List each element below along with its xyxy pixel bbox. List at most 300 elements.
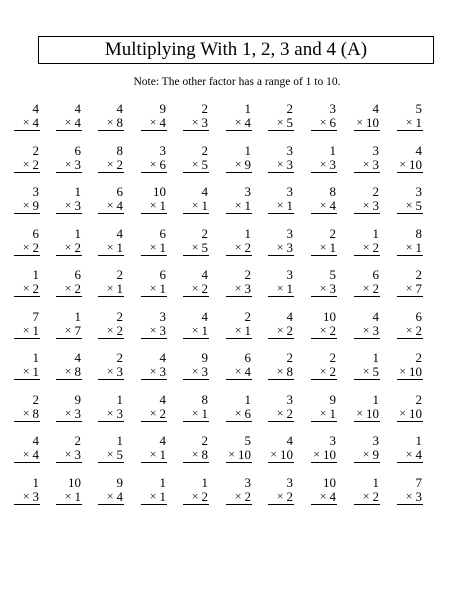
top-factor: 2 — [244, 267, 251, 282]
top-factor: 8 — [116, 142, 123, 158]
times-sign: × — [228, 447, 235, 461]
multiplication-problem — [249, 144, 293, 174]
bottom-factor: 5 — [201, 156, 208, 172]
times-sign: × — [276, 239, 284, 254]
bottom-factor: 1 — [201, 405, 208, 421]
times-sign: × — [64, 281, 72, 295]
multiplication-problem — [0, 227, 39, 257]
bottom-factor: 1 — [329, 405, 336, 421]
bottom-factor: 2 — [372, 281, 379, 296]
bottom-factor: 4 — [244, 364, 251, 379]
bottom-factor: 2 — [74, 239, 81, 255]
multiplication-problem — [207, 185, 251, 215]
answer-line — [268, 462, 294, 463]
times-sign: × — [22, 115, 30, 129]
bottom-factor: 3 — [201, 364, 208, 379]
times-sign: × — [276, 281, 284, 295]
top-factor: 9 — [159, 101, 166, 116]
top-factor: 2 — [116, 267, 123, 282]
top-factor: 2 — [32, 142, 39, 158]
multiplication-problem — [79, 144, 123, 174]
top-factor: 2 — [201, 142, 208, 158]
bottom-factor-row — [107, 240, 123, 254]
answer-line — [311, 421, 337, 422]
top-factor: 1 — [159, 474, 166, 490]
bottom-factor: 3 — [329, 156, 336, 172]
multiplication-problem — [164, 393, 208, 423]
bottom-factor-row — [270, 447, 293, 461]
bottom-factor-row — [192, 364, 208, 378]
bottom-factor: 4 — [116, 198, 123, 213]
bottom-factor-row — [399, 157, 422, 171]
bottom-factor: 1 — [32, 322, 39, 338]
times-sign: × — [106, 281, 114, 295]
times-sign: × — [191, 281, 199, 295]
answer-line — [397, 504, 423, 505]
top-factor: 10 — [323, 474, 336, 490]
multiplication-problem — [79, 476, 123, 506]
bottom-factor: 1 — [74, 488, 81, 504]
answer-line — [397, 379, 423, 380]
multiplication-problem — [335, 476, 379, 506]
bottom-factor: 1 — [116, 281, 123, 296]
multiplication-problem — [292, 434, 336, 464]
times-sign: × — [276, 364, 284, 378]
multiplication-problem — [79, 102, 123, 132]
top-factor: 4 — [159, 433, 166, 448]
top-factor: 2 — [201, 225, 208, 241]
bottom-factor-row — [320, 198, 336, 212]
answer-line — [268, 130, 294, 131]
bottom-factor: 6 — [244, 405, 251, 421]
multiplication-problem — [0, 144, 39, 174]
bottom-factor: 4 — [74, 115, 81, 130]
top-factor: 4 — [159, 391, 166, 407]
top-factor: 9 — [201, 350, 208, 365]
multiplication-problem — [79, 268, 123, 298]
answer-line — [397, 213, 423, 214]
times-sign: × — [399, 156, 406, 171]
top-factor: 9 — [74, 391, 81, 407]
bottom-factor-row — [320, 157, 336, 171]
bottom-factor: 1 — [159, 239, 166, 255]
times-sign: × — [362, 447, 370, 461]
answer-line — [311, 130, 337, 131]
bottom-factor-row — [363, 198, 379, 212]
bottom-factor: 1 — [329, 239, 336, 255]
multiplication-problem — [164, 310, 208, 340]
top-factor: 1 — [244, 225, 251, 241]
bottom-factor: 8 — [32, 405, 39, 421]
times-sign: × — [22, 198, 30, 212]
times-sign: × — [22, 405, 30, 420]
top-factor: 8 — [415, 225, 422, 241]
top-factor: 5 — [415, 101, 422, 116]
bottom-factor: 8 — [201, 447, 208, 462]
bottom-factor: 2 — [32, 239, 39, 255]
bottom-factor: 5 — [372, 364, 379, 379]
answer-line — [98, 296, 124, 297]
times-sign: × — [234, 115, 242, 129]
top-factor: 6 — [372, 267, 379, 282]
times-sign: × — [149, 447, 157, 461]
answer-line — [183, 462, 209, 463]
top-factor: 2 — [201, 101, 208, 116]
times-sign: × — [22, 239, 30, 254]
bottom-factor: 4 — [329, 488, 336, 504]
multiplication-problem — [335, 393, 379, 423]
times-sign: × — [319, 198, 327, 212]
top-factor: 3 — [286, 225, 293, 241]
multiplication-problem — [164, 102, 208, 132]
bottom-factor: 3 — [116, 405, 123, 421]
bottom-factor-row — [406, 447, 422, 461]
answer-line — [354, 255, 380, 256]
answer-line — [397, 130, 423, 131]
multiplication-problem — [378, 102, 422, 132]
bottom-factor: 2 — [116, 322, 123, 338]
top-factor: 2 — [372, 184, 379, 199]
multiplication-problem — [292, 476, 336, 506]
bottom-factor-row — [192, 447, 208, 461]
top-factor: 6 — [74, 142, 81, 158]
top-factor: 6 — [415, 308, 422, 324]
times-sign: × — [319, 156, 327, 171]
times-sign: × — [22, 364, 30, 378]
times-sign: × — [149, 322, 157, 337]
multiplication-problem — [0, 310, 39, 340]
answer-line — [268, 255, 294, 256]
bottom-factor-row — [192, 115, 208, 129]
top-factor: 2 — [286, 350, 293, 365]
bottom-factor: 1 — [286, 198, 293, 213]
multiplication-problem — [122, 310, 166, 340]
bottom-factor: 1 — [159, 447, 166, 462]
bottom-factor-row — [363, 364, 379, 378]
bottom-factor: 3 — [415, 488, 422, 504]
bottom-factor-row — [363, 281, 379, 295]
top-factor: 1 — [244, 391, 251, 407]
top-factor: 2 — [201, 433, 208, 448]
times-sign: × — [64, 239, 72, 254]
times-sign: × — [270, 447, 277, 461]
multiplication-problem — [335, 351, 379, 381]
bottom-factor: 4 — [159, 115, 166, 130]
bottom-factor: 2 — [329, 364, 336, 379]
times-sign: × — [362, 198, 370, 212]
answer-line — [98, 172, 124, 173]
bottom-factor-row — [313, 447, 336, 461]
bottom-factor: 1 — [201, 198, 208, 213]
top-factor: 1 — [74, 225, 81, 241]
times-sign: × — [149, 364, 157, 378]
answer-line — [311, 379, 337, 380]
bottom-factor-row — [320, 489, 336, 503]
answer-line — [354, 213, 380, 214]
times-sign: × — [64, 364, 72, 378]
bottom-factor: 3 — [159, 364, 166, 379]
bottom-factor: 8 — [116, 115, 123, 130]
answer-line — [268, 379, 294, 380]
top-factor: 2 — [116, 308, 123, 324]
answer-line — [354, 462, 380, 463]
top-factor: 3 — [244, 184, 251, 199]
times-sign: × — [149, 281, 157, 295]
times-sign: × — [64, 447, 72, 461]
bottom-factor-row — [277, 406, 293, 420]
times-sign: × — [276, 322, 284, 337]
bottom-factor-row — [406, 489, 422, 503]
answer-line — [354, 130, 380, 131]
answer-line — [311, 172, 337, 173]
times-sign: × — [313, 447, 320, 461]
multiplication-problem — [37, 227, 81, 257]
top-factor: 2 — [286, 101, 293, 116]
bottom-factor-row — [277, 323, 293, 337]
bottom-factor-row — [107, 281, 123, 295]
answer-line — [98, 421, 124, 422]
multiplication-problem — [249, 434, 293, 464]
times-sign: × — [405, 198, 413, 212]
multiplication-problem — [249, 102, 293, 132]
multiplication-problem — [378, 434, 422, 464]
bottom-factor: 1 — [244, 322, 251, 338]
top-factor: 3 — [244, 474, 251, 490]
answer-line — [268, 338, 294, 339]
bottom-factor: 10 — [323, 447, 336, 462]
bottom-factor-row — [363, 157, 379, 171]
multiplication-problem — [122, 185, 166, 215]
bottom-factor: 10 — [238, 447, 251, 462]
times-sign: × — [106, 405, 114, 420]
bottom-factor: 2 — [32, 281, 39, 296]
bottom-factor-row — [406, 115, 422, 129]
multiplication-problem — [122, 434, 166, 464]
multiplication-problem — [37, 310, 81, 340]
multiplication-problem — [207, 476, 251, 506]
times-sign: × — [191, 488, 199, 503]
multiplication-problem — [0, 185, 39, 215]
times-sign: × — [106, 115, 114, 129]
times-sign: × — [234, 488, 242, 503]
bottom-factor-row — [192, 323, 208, 337]
top-factor: 2 — [415, 391, 422, 407]
bottom-factor: 1 — [244, 198, 251, 213]
top-factor: 3 — [286, 184, 293, 199]
bottom-factor: 8 — [74, 364, 81, 379]
answer-line — [354, 338, 380, 339]
bottom-factor: 3 — [372, 322, 379, 338]
answer-line — [268, 172, 294, 173]
top-factor: 4 — [372, 101, 379, 116]
multiplication-problem — [378, 351, 422, 381]
top-factor: 2 — [244, 308, 251, 324]
bottom-factor: 4 — [329, 198, 336, 213]
top-factor: 9 — [329, 391, 336, 407]
top-factor: 1 — [32, 267, 39, 282]
multiplication-problem — [207, 310, 251, 340]
multiplication-problem — [335, 227, 379, 257]
answer-line — [98, 462, 124, 463]
bottom-factor-row — [107, 489, 123, 503]
bottom-factor: 5 — [415, 198, 422, 213]
multiplication-problem — [0, 434, 39, 464]
times-sign: × — [191, 364, 199, 378]
top-factor: 4 — [286, 308, 293, 324]
bottom-factor-row — [406, 240, 422, 254]
bottom-factor-row — [356, 115, 379, 129]
top-factor: 3 — [32, 184, 39, 199]
top-factor: 4 — [201, 308, 208, 324]
times-sign: × — [399, 364, 406, 378]
bottom-factor: 2 — [201, 281, 208, 296]
top-factor: 1 — [372, 350, 379, 365]
times-sign: × — [405, 281, 413, 295]
multiplication-problem — [37, 351, 81, 381]
bottom-factor-row — [107, 157, 123, 171]
bottom-factor-row — [277, 489, 293, 503]
top-factor: 3 — [286, 267, 293, 282]
multiplication-problem — [164, 268, 208, 298]
bottom-factor-row — [320, 281, 336, 295]
top-factor: 7 — [415, 474, 422, 490]
times-sign: × — [149, 115, 157, 129]
top-factor: 10 — [68, 474, 81, 490]
bottom-factor-row — [363, 489, 379, 503]
answer-line — [183, 296, 209, 297]
times-sign: × — [149, 156, 157, 171]
bottom-factor-row — [277, 198, 293, 212]
times-sign: × — [234, 198, 242, 212]
bottom-factor: 10 — [366, 115, 379, 130]
answer-line — [268, 421, 294, 422]
bottom-factor-row — [320, 406, 336, 420]
multiplication-problem — [37, 434, 81, 464]
bottom-factor: 3 — [329, 281, 336, 296]
top-factor: 5 — [329, 267, 336, 282]
times-sign: × — [362, 156, 370, 171]
bottom-factor: 3 — [286, 156, 293, 172]
answer-line — [397, 421, 423, 422]
multiplication-problem — [378, 310, 422, 340]
multiplication-problem — [164, 434, 208, 464]
bottom-factor: 3 — [372, 156, 379, 172]
top-factor: 3 — [286, 474, 293, 490]
bottom-factor-row — [406, 323, 422, 337]
multiplication-problem — [292, 310, 336, 340]
multiplication-problem — [207, 144, 251, 174]
bottom-factor: 3 — [74, 156, 81, 172]
bottom-factor: 2 — [201, 488, 208, 504]
times-sign: × — [106, 322, 114, 337]
answer-line — [183, 421, 209, 422]
times-sign: × — [405, 115, 413, 129]
bottom-factor-row — [107, 447, 123, 461]
top-factor: 5 — [244, 433, 251, 448]
multiplication-problem — [292, 393, 336, 423]
top-factor: 6 — [74, 267, 81, 282]
times-sign: × — [319, 115, 327, 129]
answer-line — [311, 213, 337, 214]
answer-line — [183, 504, 209, 505]
bottom-factor: 9 — [372, 447, 379, 462]
top-factor: 6 — [244, 350, 251, 365]
times-sign: × — [191, 239, 199, 254]
multiplication-problem — [292, 102, 336, 132]
bottom-factor-row — [107, 323, 123, 337]
multiplication-problem — [207, 393, 251, 423]
bottom-factor: 3 — [32, 488, 39, 504]
multiplication-problem — [207, 351, 251, 381]
times-sign: × — [234, 322, 242, 337]
times-sign: × — [106, 239, 114, 254]
multiplication-problem — [37, 393, 81, 423]
answer-line — [183, 379, 209, 380]
multiplication-problem — [79, 227, 123, 257]
top-factor: 7 — [32, 308, 39, 324]
bottom-factor: 3 — [286, 239, 293, 255]
bottom-factor-row — [406, 198, 422, 212]
times-sign: × — [191, 115, 199, 129]
top-factor: 4 — [32, 433, 39, 448]
top-factor: 4 — [159, 350, 166, 365]
times-sign: × — [362, 364, 370, 378]
times-sign: × — [149, 239, 157, 254]
bottom-factor: 3 — [74, 198, 81, 213]
bottom-factor-row — [320, 364, 336, 378]
top-factor: 2 — [415, 267, 422, 282]
times-sign: × — [191, 405, 199, 420]
multiplication-problem — [249, 351, 293, 381]
answer-line — [183, 338, 209, 339]
bottom-factor: 9 — [244, 156, 251, 172]
times-sign: × — [64, 198, 72, 212]
multiplication-problem — [164, 351, 208, 381]
multiplication-problem — [37, 185, 81, 215]
bottom-factor: 3 — [159, 322, 166, 338]
bottom-factor-row — [356, 406, 379, 420]
top-factor: 4 — [116, 225, 123, 241]
bottom-factor: 5 — [286, 115, 293, 130]
bottom-factor: 1 — [286, 281, 293, 296]
bottom-factor-row — [228, 447, 251, 461]
top-factor: 4 — [116, 101, 123, 116]
times-sign: × — [106, 364, 114, 378]
top-factor: 3 — [415, 184, 422, 199]
multiplication-problem — [37, 102, 81, 132]
times-sign: × — [149, 198, 157, 212]
bottom-factor: 4 — [32, 447, 39, 462]
answer-line — [183, 130, 209, 131]
times-sign: × — [362, 322, 370, 337]
bottom-factor-row — [363, 447, 379, 461]
bottom-factor: 10 — [280, 447, 293, 462]
multiplication-problem — [378, 185, 422, 215]
top-factor: 3 — [286, 391, 293, 407]
times-sign: × — [319, 239, 327, 254]
bottom-factor: 2 — [286, 488, 293, 504]
times-sign: × — [191, 447, 199, 461]
times-sign: × — [64, 322, 72, 337]
top-factor: 3 — [329, 433, 336, 448]
bottom-factor: 4 — [116, 488, 123, 504]
multiplication-problem — [335, 434, 379, 464]
bottom-factor: 1 — [159, 198, 166, 213]
answer-line — [354, 504, 380, 505]
multiplication-problem — [122, 227, 166, 257]
times-sign: × — [234, 364, 242, 378]
multiplication-problem — [207, 227, 251, 257]
